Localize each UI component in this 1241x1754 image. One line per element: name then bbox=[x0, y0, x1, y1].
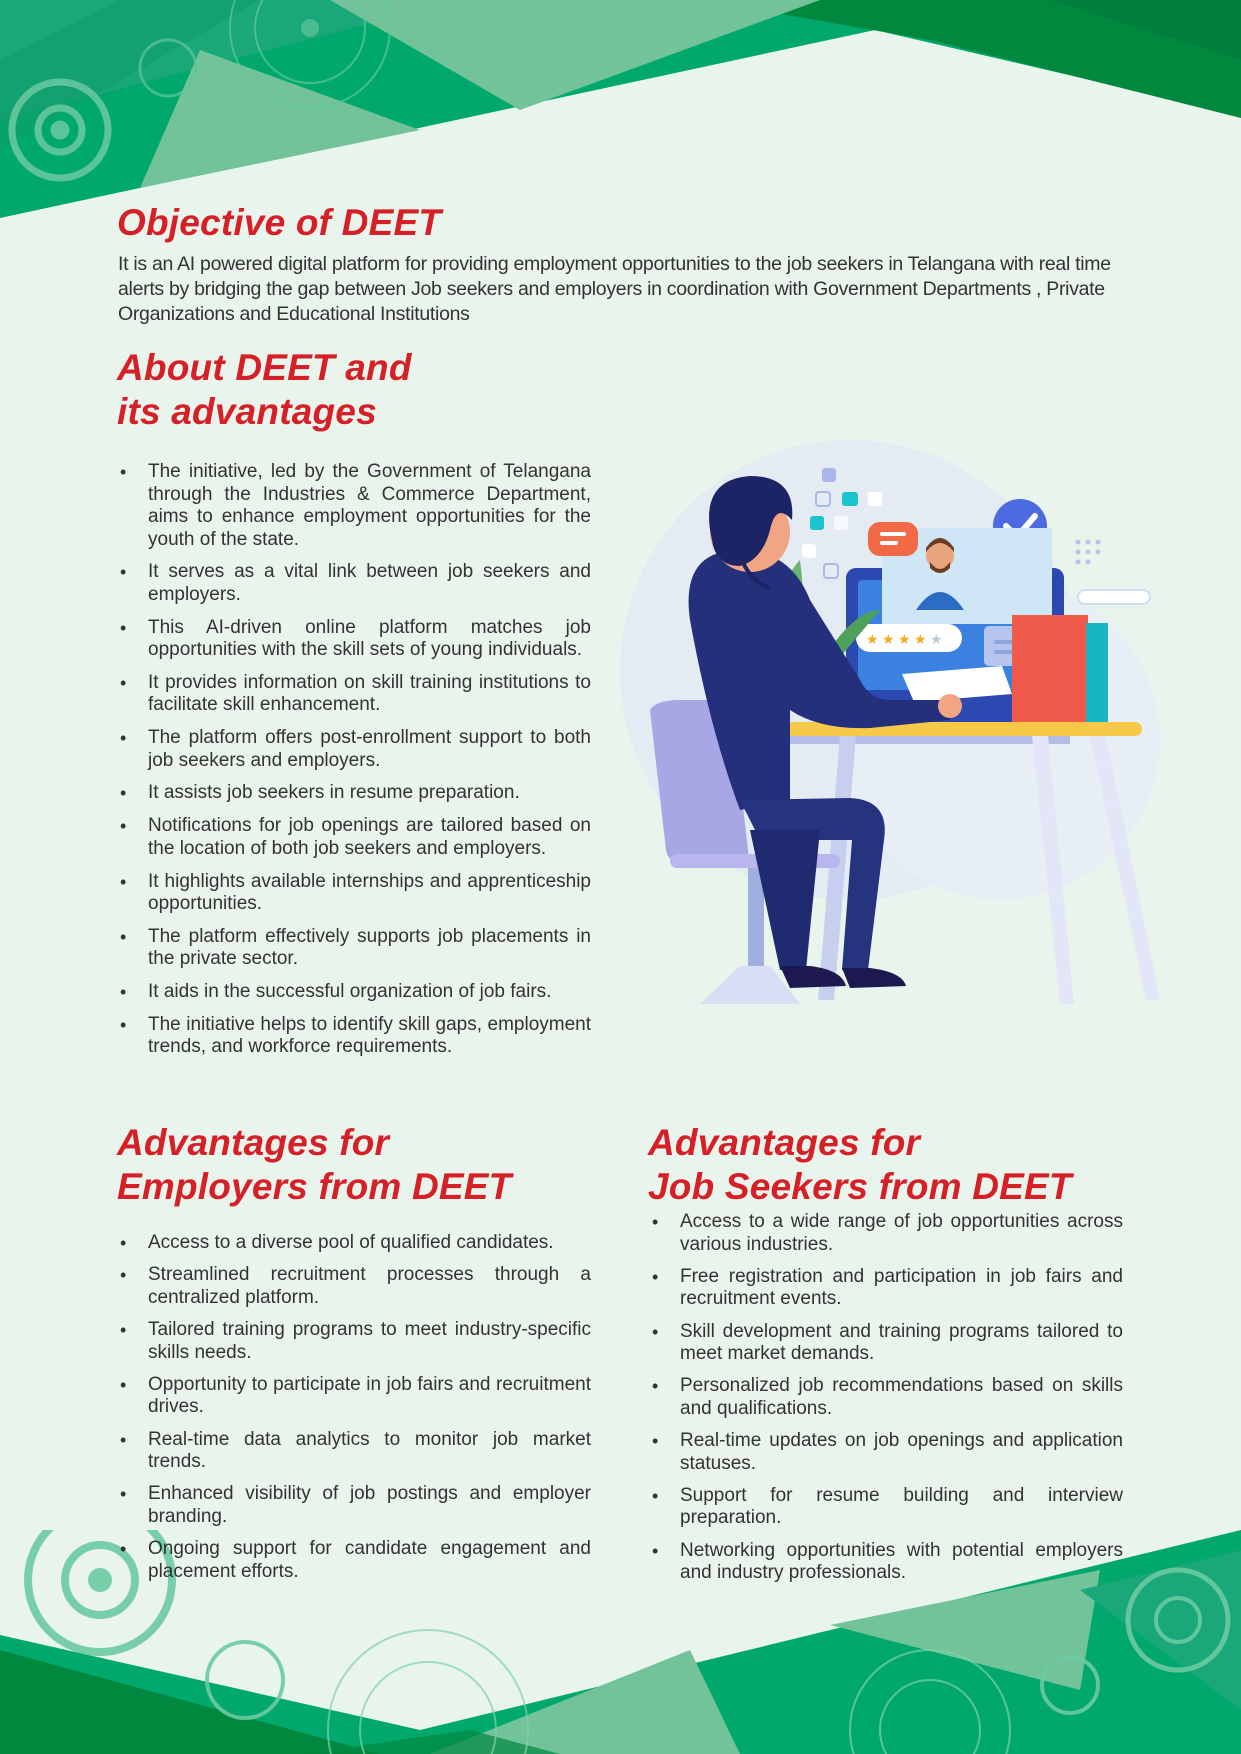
about-list bbox=[118, 461, 591, 1069]
list-item: • It provides information on skill training institutions to facilitate skill enhancement. bbox=[118, 672, 591, 717]
list-item: • It serves as a vital link between job seekers and employers. bbox=[118, 561, 591, 606]
list-item: • Personalized job recommendations based on skills and qualifications. bbox=[650, 1375, 1123, 1420]
employers-title-line2: Employers from DEET bbox=[117, 1166, 512, 1207]
about-title-line1: About DEET and bbox=[117, 347, 412, 388]
seekers-title-line2: Job Seekers from DEET bbox=[648, 1166, 1072, 1207]
list-item: • Streamlined recruitment processes through a centralized platform. bbox=[118, 1264, 591, 1309]
list-item: • Enhanced visibility of job postings and employer branding. bbox=[118, 1483, 591, 1528]
list-item: • The platform offers post-enrollment support to both job seekers and employers. bbox=[118, 727, 591, 772]
person-at-computer-illustration bbox=[620, 410, 1160, 1010]
seekers-title bbox=[648, 1121, 1072, 1209]
list-item: • Free registration and participation in job fairs and recruitment events. bbox=[650, 1266, 1123, 1311]
seekers-title-line1: Advantages for bbox=[648, 1122, 921, 1163]
list-item: • It assists job seekers in resume preparation. bbox=[118, 782, 591, 805]
list-item: • Networking opportunities with potential employers and industry professionals. bbox=[650, 1540, 1123, 1585]
list-item: • The initiative, led by the Government of Telangana through the Industries & Commerce Department, aims to enhance employment opportunities for the youth of the state. bbox=[118, 461, 591, 551]
svg-text:★: ★ bbox=[898, 632, 911, 648]
svg-text:★: ★ bbox=[866, 632, 879, 648]
employers-title-line1: Advantages for bbox=[117, 1122, 390, 1163]
list-item: • Ongoing support for candidate engagement and placement efforts. bbox=[118, 1538, 591, 1583]
seekers-list bbox=[650, 1211, 1123, 1595]
list-item: • Access to a wide range of job opportunities across various industries. bbox=[650, 1211, 1123, 1256]
list-item: • Skill development and training programs tailored to meet market demands. bbox=[650, 1321, 1123, 1366]
about-title bbox=[117, 346, 412, 434]
svg-text:★: ★ bbox=[930, 632, 943, 648]
list-item: • Access to a diverse pool of qualified candidates. bbox=[118, 1232, 591, 1255]
top-banner-decoration bbox=[0, 0, 1241, 230]
about-title-line2: its advantages bbox=[117, 391, 377, 432]
employers-list bbox=[118, 1232, 591, 1593]
employers-title bbox=[117, 1121, 511, 1209]
list-item: • Opportunity to participate in job fairs and recruitment drives. bbox=[118, 1374, 591, 1419]
rating-stars bbox=[866, 632, 943, 648]
svg-text:★: ★ bbox=[882, 632, 895, 648]
svg-text:★: ★ bbox=[914, 632, 927, 648]
list-item: • It highlights available internships and apprenticeship opportunities. bbox=[118, 871, 591, 916]
list-item: • It aids in the successful organization of job fairs. bbox=[118, 981, 591, 1004]
list-item: • The initiative helps to identify skill gaps, employment trends, and workforce requirements. bbox=[118, 1014, 591, 1059]
list-item: • Real-time data analytics to monitor job market trends. bbox=[118, 1429, 591, 1474]
list-item: • Real-time updates on job openings and application statuses. bbox=[650, 1430, 1123, 1475]
list-item: • Notifications for job openings are tailored based on the location of both job seekers and employers. bbox=[118, 815, 591, 860]
objective-body: It is an AI powered digital platform for providing employment opportunities to the job seekers in Telangana with real time alerts by bridging the gap between Job seekers and employers in coordination with Government Departments , Private Organizations and Educational Institutions bbox=[118, 253, 1111, 325]
list-item: • Support for resume building and interview preparation. bbox=[650, 1485, 1123, 1530]
list-item: • Tailored training programs to meet industry-specific skills needs. bbox=[118, 1319, 591, 1364]
list-item: • The platform effectively supports job placements in the private sector. bbox=[118, 926, 591, 971]
list-item: • This AI-driven online platform matches job opportunities with the skill sets of young individuals. bbox=[118, 617, 591, 662]
objective-title: Objective of DEET bbox=[117, 202, 442, 243]
